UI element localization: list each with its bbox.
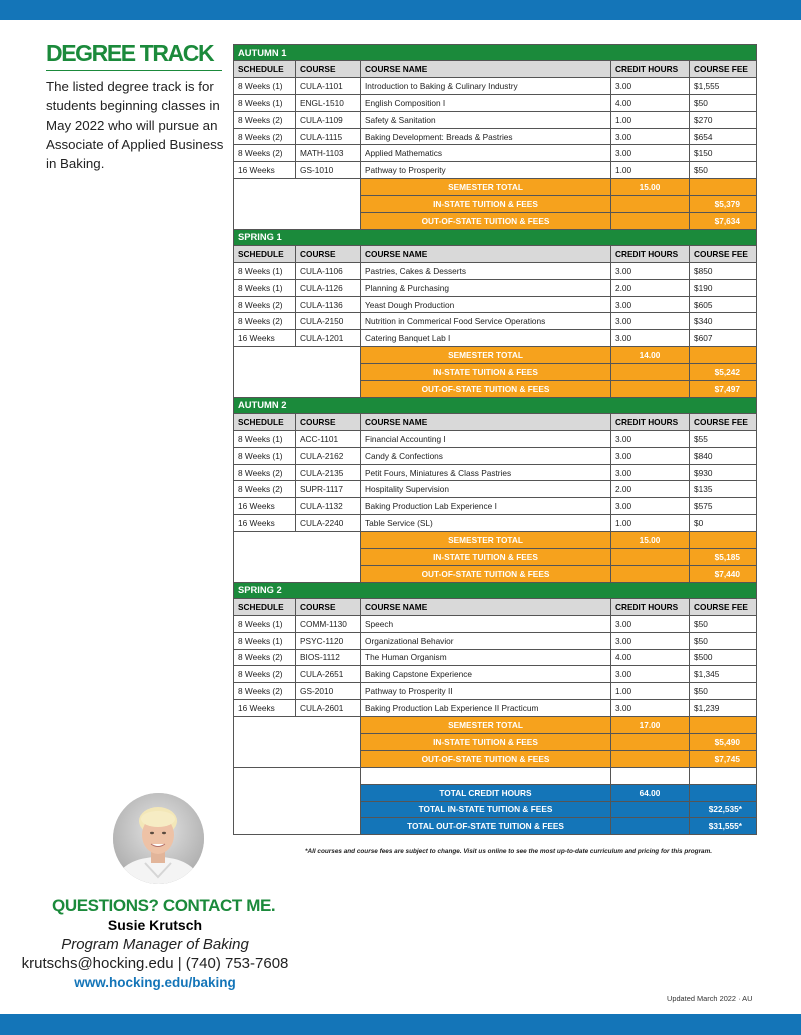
cell-course: COMM-1130 (296, 615, 361, 632)
total-instate-amount: $22,535* (690, 801, 757, 818)
column-header-course-fee: COURSE FEE (690, 245, 757, 262)
blank-cell (234, 347, 361, 398)
outstate-hours-blank (611, 565, 690, 582)
semester-title: AUTUMN 1 (234, 45, 757, 61)
outstate-hours-blank (611, 213, 690, 230)
semester-total-row (234, 532, 757, 549)
cell-credit-hours: 1.00 (611, 111, 690, 128)
cell-credit-hours: 3.00 (611, 498, 690, 515)
outstate-label: OUT-OF-STATE TUITION & FEES (361, 565, 611, 582)
outstate-amount: $7,440 (690, 565, 757, 582)
cell-credit-hours: 3.00 (611, 615, 690, 632)
cell-schedule: 16 Weeks (234, 330, 296, 347)
instate-hours-blank (611, 196, 690, 213)
cell-schedule: 8 Weeks (1) (234, 279, 296, 296)
disclaimer-note: *All courses and course fees are subject to change. Visit us online to see the most up-to-date curriculum and pricing for this program. (305, 848, 713, 855)
cell-course: CULA-1132 (296, 498, 361, 515)
total-instate-hours-blank (611, 801, 690, 818)
table-row (234, 649, 757, 666)
cell-course-fee: $55 (690, 430, 757, 447)
table-row (234, 515, 757, 532)
page-title: DEGREE TRACK (46, 40, 222, 71)
spacer-row (234, 767, 757, 784)
table-row (234, 162, 757, 179)
cell-schedule: 8 Weeks (2) (234, 666, 296, 683)
cell-schedule: 8 Weeks (1) (234, 77, 296, 94)
table-row (234, 430, 757, 447)
cell-credit-hours: 3.00 (611, 296, 690, 313)
cell-course-fee: $0 (690, 515, 757, 532)
instate-label: IN-STATE TUITION & FEES (361, 549, 611, 566)
column-header-credit-hours: CREDIT HOURS (611, 61, 690, 78)
outstate-hours-blank (611, 750, 690, 767)
cell-schedule: 8 Weeks (2) (234, 128, 296, 145)
cell-credit-hours: 3.00 (611, 700, 690, 717)
column-header-course: COURSE (296, 245, 361, 262)
cell-schedule: 16 Weeks (234, 700, 296, 717)
blank-cell (234, 532, 361, 583)
cell-schedule: 8 Weeks (2) (234, 145, 296, 162)
cell-course: CULA-1101 (296, 77, 361, 94)
cell-course-name: Baking Production Lab Experience II Practicum (361, 700, 611, 717)
instate-amount: $5,379 (690, 196, 757, 213)
table-row (234, 632, 757, 649)
cell-course: CULA-2240 (296, 515, 361, 532)
cell-credit-hours: 2.00 (611, 279, 690, 296)
cell-course-fee: $50 (690, 162, 757, 179)
cell-course-fee: $840 (690, 447, 757, 464)
cell-course: CULA-1109 (296, 111, 361, 128)
cell-course-name: Organizational Behavior (361, 632, 611, 649)
table-row (234, 330, 757, 347)
spacer-cell (690, 767, 757, 784)
cell-course: GS-2010 (296, 683, 361, 700)
semester-title: SPRING 2 (234, 582, 757, 598)
semester-total-hours: 17.00 (611, 717, 690, 734)
cell-credit-hours: 3.00 (611, 313, 690, 330)
degree-track-table (233, 44, 757, 835)
cell-course-fee: $850 (690, 262, 757, 279)
cell-schedule: 8 Weeks (1) (234, 615, 296, 632)
column-header-schedule: SCHEDULE (234, 598, 296, 615)
table-row (234, 279, 757, 296)
intro-paragraph: The listed degree track is for students beginning classes in May 2022 who will pursue an Associate of Applied Business in Baking. (46, 79, 224, 172)
cell-schedule: 8 Weeks (2) (234, 313, 296, 330)
cell-credit-hours: 1.00 (611, 162, 690, 179)
column-header-course-name: COURSE NAME (361, 413, 611, 430)
cell-course-name: Pathway to Prosperity (361, 162, 611, 179)
cell-course: CULA-2135 (296, 464, 361, 481)
cell-course-name: Applied Mathematics (361, 145, 611, 162)
cell-credit-hours: 3.00 (611, 447, 690, 464)
table-row (234, 481, 757, 498)
table-row (234, 77, 757, 94)
semester-total-hours: 15.00 (611, 532, 690, 549)
semester-title: SPRING 1 (234, 229, 757, 245)
cell-course: CULA-2601 (296, 700, 361, 717)
semester-heading-row (234, 397, 757, 413)
cell-course-name: Speech (361, 615, 611, 632)
column-header-row (234, 245, 757, 262)
cell-credit-hours: 4.00 (611, 94, 690, 111)
total-outstate-label: TOTAL OUT-OF-STATE TUITION & FEES (361, 818, 611, 835)
cell-course: CULA-2651 (296, 666, 361, 683)
column-header-row (234, 413, 757, 430)
cell-credit-hours: 3.00 (611, 666, 690, 683)
column-header-course: COURSE (296, 598, 361, 615)
total-outstate-hours-blank (611, 818, 690, 835)
instate-hours-blank (611, 364, 690, 381)
column-header-course: COURSE (296, 61, 361, 78)
cell-schedule: 8 Weeks (1) (234, 430, 296, 447)
cell-course-fee: $575 (690, 498, 757, 515)
instate-amount: $5,185 (690, 549, 757, 566)
instate-amount: $5,242 (690, 364, 757, 381)
semester-total-fee-blank (690, 179, 757, 196)
cell-credit-hours: 3.00 (611, 262, 690, 279)
bottom-color-bar (0, 1014, 801, 1035)
cell-course-name: Safety & Sanitation (361, 111, 611, 128)
table-row (234, 615, 757, 632)
cell-course-fee: $607 (690, 330, 757, 347)
column-header-credit-hours: CREDIT HOURS (611, 598, 690, 615)
table-row (234, 683, 757, 700)
top-color-bar (0, 0, 801, 20)
contact-email-phone[interactable]: krutschs@hocking.edu | (740) 753-7608 (21, 955, 289, 972)
column-header-course-fee: COURSE FEE (690, 413, 757, 430)
cell-course: CULA-1126 (296, 279, 361, 296)
cell-course: GS-1010 (296, 162, 361, 179)
table-row (234, 145, 757, 162)
cell-schedule: 8 Weeks (1) (234, 447, 296, 464)
cell-course-name: Yeast Dough Production (361, 296, 611, 313)
table-row (234, 700, 757, 717)
contact-name: Susie Krutsch (107, 917, 203, 933)
semester-total-hours: 14.00 (611, 347, 690, 364)
semester-total-row (234, 717, 757, 734)
cell-course-fee: $500 (690, 649, 757, 666)
cell-schedule: 8 Weeks (2) (234, 683, 296, 700)
instate-hours-blank (611, 549, 690, 566)
cell-course-name: Baking Capstone Experience (361, 666, 611, 683)
cell-course-name: Introduction to Baking & Culinary Industry (361, 77, 611, 94)
cell-course-fee: $50 (690, 632, 757, 649)
instate-label: IN-STATE TUITION & FEES (361, 196, 611, 213)
cell-credit-hours: 3.00 (611, 430, 690, 447)
cell-course-fee: $605 (690, 296, 757, 313)
portrait-photo (113, 793, 204, 884)
cell-course: ACC-1101 (296, 430, 361, 447)
table-row (234, 128, 757, 145)
cell-course-fee: $1,555 (690, 77, 757, 94)
column-header-course-fee: COURSE FEE (690, 598, 757, 615)
semester-heading-row (234, 45, 757, 61)
cell-course-fee: $150 (690, 145, 757, 162)
table-row (234, 111, 757, 128)
cell-course-name: Candy & Confections (361, 447, 611, 464)
cell-schedule: 8 Weeks (1) (234, 262, 296, 279)
avatar (113, 793, 204, 884)
contact-website-link[interactable]: www.hocking.edu/baking (74, 975, 236, 990)
outstate-amount: $7,745 (690, 750, 757, 767)
semester-total-fee-blank (690, 347, 757, 364)
cell-course-name: English Composition I (361, 94, 611, 111)
table-row (234, 313, 757, 330)
cell-course-name: Hospitality Supervision (361, 481, 611, 498)
cell-course-name: Financial Accounting I (361, 430, 611, 447)
contact-heading: QUESTIONS? CONTACT ME. (52, 896, 276, 915)
cell-credit-hours: 3.00 (611, 145, 690, 162)
outstate-label: OUT-OF-STATE TUITION & FEES (361, 750, 611, 767)
outstate-amount: $7,634 (690, 213, 757, 230)
instate-label: IN-STATE TUITION & FEES (361, 364, 611, 381)
cell-course: CULA-2162 (296, 447, 361, 464)
total-outstate-amount: $31,555* (690, 818, 757, 835)
cell-credit-hours: 3.00 (611, 464, 690, 481)
semester-total-label: SEMESTER TOTAL (361, 179, 611, 196)
cell-course: CULA-2150 (296, 313, 361, 330)
cell-schedule: 16 Weeks (234, 162, 296, 179)
semester-total-fee-blank (690, 717, 757, 734)
semester-total-hours: 15.00 (611, 179, 690, 196)
cell-schedule: 16 Weeks (234, 515, 296, 532)
cell-course-name: Catering Banquet Lab I (361, 330, 611, 347)
outstate-hours-blank (611, 381, 690, 398)
spacer-cell (361, 767, 611, 784)
instate-label: IN-STATE TUITION & FEES (361, 733, 611, 750)
outstate-label: OUT-OF-STATE TUITION & FEES (361, 381, 611, 398)
column-header-schedule: SCHEDULE (234, 413, 296, 430)
cell-course-name: Pathway to Prosperity II (361, 683, 611, 700)
semester-total-row (234, 179, 757, 196)
cell-schedule: 8 Weeks (2) (234, 464, 296, 481)
semester-total-fee-blank (690, 532, 757, 549)
cell-course: CULA-1115 (296, 128, 361, 145)
total-credit-hours: 64.00 (611, 784, 690, 801)
cell-course-fee: $930 (690, 464, 757, 481)
table-row (234, 464, 757, 481)
cell-credit-hours: 1.00 (611, 515, 690, 532)
cell-course-name: Table Service (SL) (361, 515, 611, 532)
outstate-amount: $7,497 (690, 381, 757, 398)
cell-credit-hours: 4.00 (611, 649, 690, 666)
cell-course: SUPR-1117 (296, 481, 361, 498)
cell-credit-hours: 1.00 (611, 683, 690, 700)
column-header-course-name: COURSE NAME (361, 245, 611, 262)
instate-hours-blank (611, 733, 690, 750)
cell-schedule: 8 Weeks (2) (234, 649, 296, 666)
blank-cell (234, 179, 361, 230)
table-row (234, 94, 757, 111)
cell-course: MATH-1103 (296, 145, 361, 162)
cell-course: ENGL-1510 (296, 94, 361, 111)
cell-schedule: 8 Weeks (2) (234, 296, 296, 313)
instate-amount: $5,490 (690, 733, 757, 750)
cell-course: CULA-1136 (296, 296, 361, 313)
column-header-course-name: COURSE NAME (361, 61, 611, 78)
cell-course-name: Pastries, Cakes & Desserts (361, 262, 611, 279)
cell-course-name: Petit Fours, Miniatures & Class Pastries (361, 464, 611, 481)
cell-credit-hours: 2.00 (611, 481, 690, 498)
cell-credit-hours: 3.00 (611, 632, 690, 649)
contact-role: Program Manager of Baking (61, 936, 249, 953)
cell-schedule: 8 Weeks (1) (234, 632, 296, 649)
cell-course: PSYC-1120 (296, 632, 361, 649)
column-header-schedule: SCHEDULE (234, 61, 296, 78)
table-row (234, 447, 757, 464)
column-header-row (234, 598, 757, 615)
cell-course-name: Planning & Purchasing (361, 279, 611, 296)
cell-course-fee: $135 (690, 481, 757, 498)
cell-schedule: 8 Weeks (1) (234, 94, 296, 111)
semester-title: AUTUMN 2 (234, 397, 757, 413)
cell-course-fee: $1,239 (690, 700, 757, 717)
cell-credit-hours: 3.00 (611, 128, 690, 145)
semester-total-row (234, 347, 757, 364)
cell-course-fee: $654 (690, 128, 757, 145)
blank-cell (234, 717, 361, 768)
table-row (234, 296, 757, 313)
column-header-course-name: COURSE NAME (361, 598, 611, 615)
cell-course-fee: $270 (690, 111, 757, 128)
table-row (234, 498, 757, 515)
cell-course: CULA-1106 (296, 262, 361, 279)
cell-course: BIOS-1112 (296, 649, 361, 666)
blank-cell (234, 767, 361, 835)
cell-credit-hours: 3.00 (611, 330, 690, 347)
total-credit-fee-blank (690, 784, 757, 801)
updated-date: Updated March 2022 · AU (667, 994, 753, 1003)
column-header-course: COURSE (296, 413, 361, 430)
cell-course-name: Baking Development: Breads & Pastries (361, 128, 611, 145)
semester-heading-row (234, 582, 757, 598)
semester-total-label: SEMESTER TOTAL (361, 532, 611, 549)
table-row (234, 262, 757, 279)
cell-course-fee: $340 (690, 313, 757, 330)
cell-course-name: Baking Production Lab Experience I (361, 498, 611, 515)
cell-schedule: 8 Weeks (2) (234, 481, 296, 498)
cell-course-name: Nutrition in Commerical Food Service Operations (361, 313, 611, 330)
cell-course-fee: $50 (690, 615, 757, 632)
semester-heading-row (234, 229, 757, 245)
cell-course-fee: $1,345 (690, 666, 757, 683)
cell-credit-hours: 3.00 (611, 77, 690, 94)
cell-course-fee: $50 (690, 683, 757, 700)
column-header-credit-hours: CREDIT HOURS (611, 413, 690, 430)
column-header-row (234, 61, 757, 78)
cell-course-fee: $190 (690, 279, 757, 296)
column-header-credit-hours: CREDIT HOURS (611, 245, 690, 262)
outstate-label: OUT-OF-STATE TUITION & FEES (361, 213, 611, 230)
semester-total-label: SEMESTER TOTAL (361, 347, 611, 364)
semester-total-label: SEMESTER TOTAL (361, 717, 611, 734)
cell-course: CULA-1201 (296, 330, 361, 347)
table-row (234, 666, 757, 683)
column-header-schedule: SCHEDULE (234, 245, 296, 262)
total-credit-label: TOTAL CREDIT HOURS (361, 784, 611, 801)
cell-course-name: The Human Organism (361, 649, 611, 666)
column-header-course-fee: COURSE FEE (690, 61, 757, 78)
cell-schedule: 8 Weeks (2) (234, 111, 296, 128)
cell-schedule: 16 Weeks (234, 498, 296, 515)
total-instate-label: TOTAL IN-STATE TUITION & FEES (361, 801, 611, 818)
cell-course-fee: $50 (690, 94, 757, 111)
spacer-cell (611, 767, 690, 784)
